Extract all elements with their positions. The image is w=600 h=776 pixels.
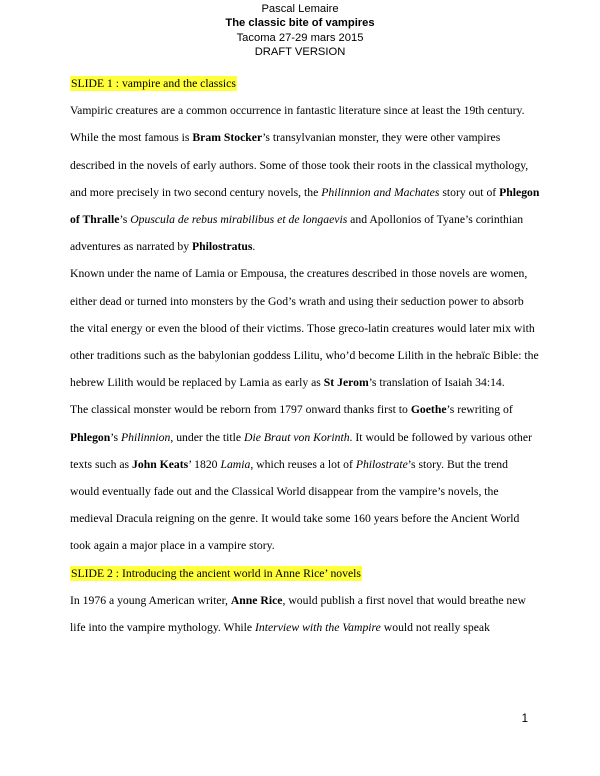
text: ’s rewriting of bbox=[446, 403, 513, 417]
text: ’s story. But the trend would eventually fade out and the Classical World disappear from the vampire’s novels, the medieval Dracula reigning on the genre. It would take some 160 years before the Ancient World took again a major place in a vampire story. bbox=[70, 457, 520, 553]
text: ’s bbox=[119, 213, 131, 226]
text: ’s translation of Isaiah 34:14. bbox=[368, 376, 505, 390]
bold-text: Phlegon of Thralle bbox=[70, 185, 540, 226]
slide-2-heading: SLIDE 2 : Introducing the ancient world in Anne Rice’ novels bbox=[71, 566, 361, 580]
bold-text: Philostratus bbox=[192, 240, 253, 254]
paragraph-3 bbox=[70, 396, 540, 559]
paragraph-1 bbox=[70, 97, 540, 260]
bold-text: Goethe bbox=[410, 403, 447, 417]
italic-text: Interview with the Vampire bbox=[255, 621, 381, 635]
text: , would publish a first novel that would breathe new life into the vampire mythology. While bbox=[70, 593, 526, 635]
paragraph-4 bbox=[70, 587, 540, 641]
text: , under the title bbox=[170, 430, 245, 444]
event-info: Tacoma 27-29 mars 2015 bbox=[236, 31, 364, 44]
slide-1-heading: SLIDE 1 : vampire and the classics bbox=[71, 77, 236, 90]
text: ’s bbox=[110, 430, 121, 444]
bold-text: John Keats bbox=[132, 457, 189, 471]
text: . bbox=[252, 240, 256, 254]
bold-text: Phlegon bbox=[70, 430, 111, 444]
text: ’ 1820 bbox=[188, 457, 221, 471]
slide-1-heading-row bbox=[70, 70, 540, 97]
text: story out of bbox=[439, 185, 500, 199]
italic-text: Die Braut von Korinth bbox=[244, 430, 350, 444]
draft-status: DRAFT VERSION bbox=[254, 46, 346, 59]
text: Vampiric creatures are a common occurrence in fantastic literature since at least the 19th century. While the most famous is bbox=[70, 104, 525, 145]
author-name: Pascal Lemaire bbox=[261, 3, 339, 15]
bold-text: Bram Stocker bbox=[192, 131, 263, 145]
document-title: The classic bite of vampires bbox=[225, 17, 375, 30]
paragraph-2 bbox=[70, 260, 540, 396]
slide-2-heading-row bbox=[70, 560, 540, 587]
text: would not really speak bbox=[380, 621, 490, 635]
text: . It would be followed by various other texts such as bbox=[70, 430, 532, 471]
text: Known under the name of Lamia or Empousa, the creatures described in those novels are women, either dead or turned into monsters by the God’s wrath and using their seduction power to absorb the vital energy or even the blood of their victims. Those greco-latin creatures would later mix with other traditions such as the babylonian goddess Lilitu, who’d become Lilith in the hebraïc Bible: the hebrew Lilith would be replaced by Lamia as early as bbox=[70, 267, 539, 390]
document-body bbox=[70, 70, 540, 641]
italic-text: Philostrate bbox=[355, 457, 408, 471]
italic-text: Philinnion bbox=[120, 430, 171, 444]
italic-text: Philinnion and Machates bbox=[321, 185, 440, 199]
text: In 1976 a young American writer, bbox=[70, 593, 231, 607]
page-number: 1 bbox=[521, 713, 528, 725]
bold-text: Anne Rice bbox=[230, 593, 283, 607]
bold-text: St Jerom bbox=[323, 376, 369, 390]
italic-text: Opuscula de rebus mirabilibus et de longaevis bbox=[130, 213, 348, 226]
text: and Apollonios of Tyane’s corinthian adventures as narrated by bbox=[70, 213, 524, 254]
italic-text: Lamia bbox=[220, 457, 251, 471]
text: The classical monster would be reborn from 1797 onward thanks first to bbox=[70, 403, 411, 417]
document-header bbox=[0, 2, 600, 60]
text: , which reuses a lot of bbox=[250, 457, 356, 471]
text: ’s transylvanian monster, they were other vampires described in the novels of early authors. Some of those took their roots in the classical mythology, and more precisely in two second century novels, the bbox=[70, 131, 529, 199]
